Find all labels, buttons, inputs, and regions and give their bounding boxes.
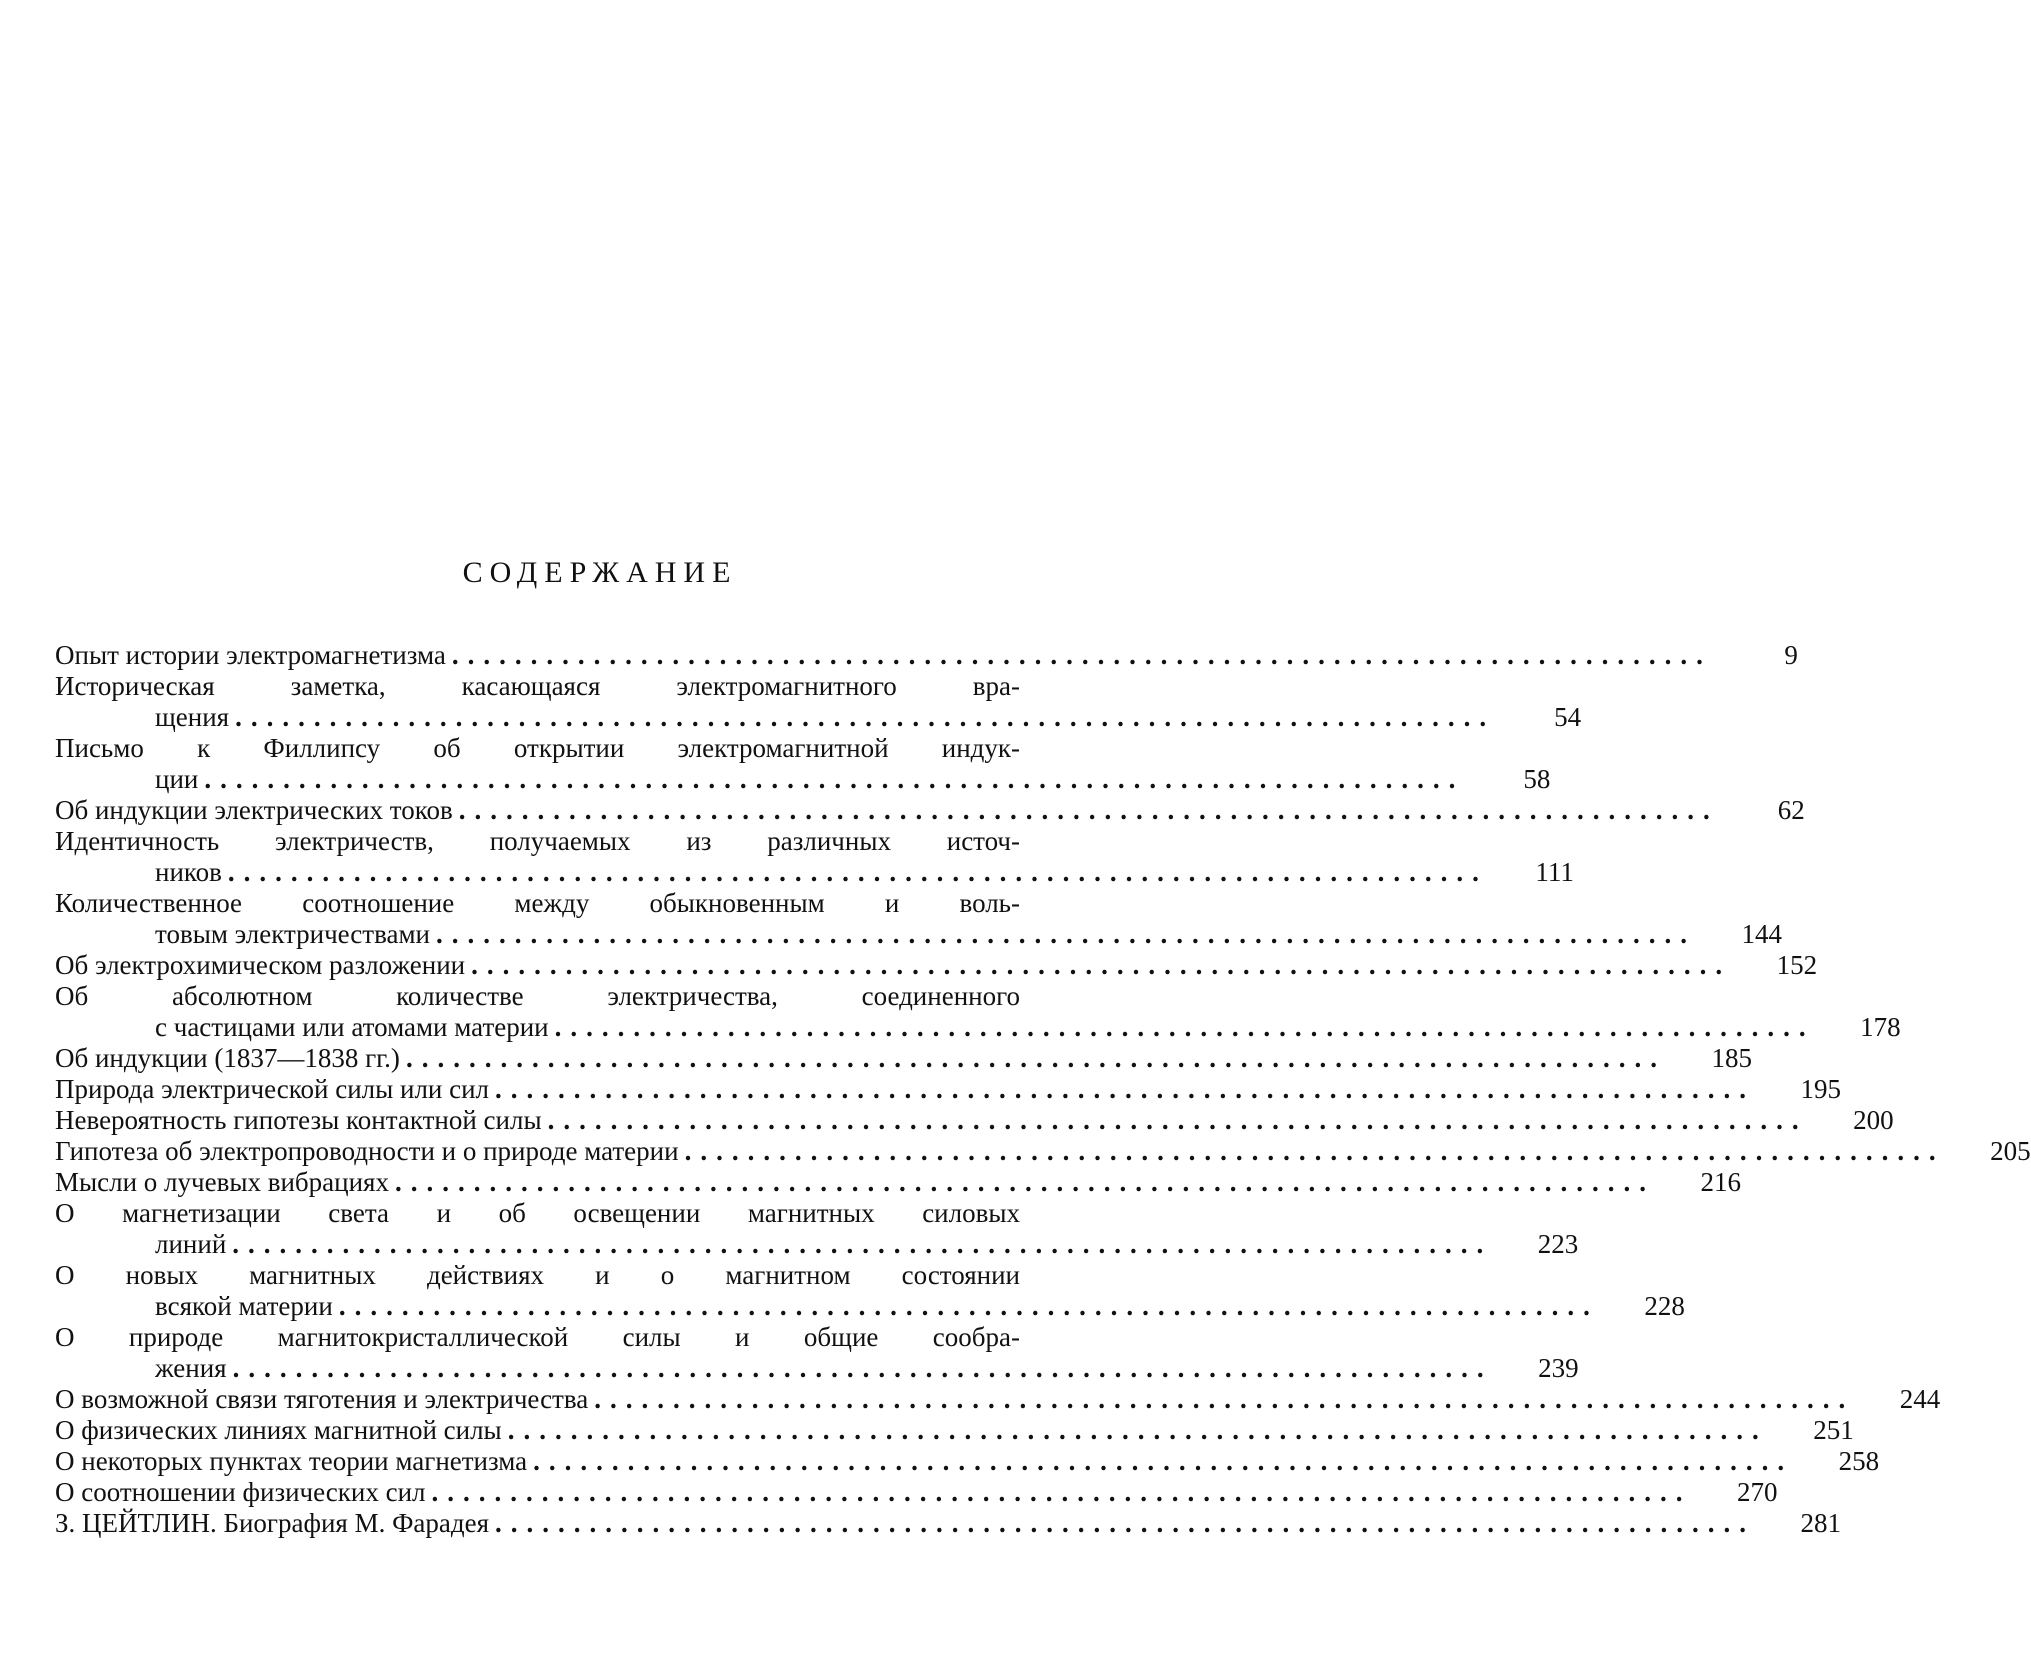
toc-entry-text: Гипотеза об электропроводности и о природе материи bbox=[55, 1136, 679, 1166]
toc-entry-text: Об индукции электрических токов bbox=[55, 795, 453, 825]
toc-page-number: 144 bbox=[1741, 919, 1782, 949]
toc-entry-text: щения bbox=[155, 702, 230, 732]
toc-entry-text: Об абсолютном количестве электричества, соединенного bbox=[55, 981, 1020, 1011]
toc-page-number: 281 bbox=[1800, 1508, 1842, 1538]
toc-entry-text: Невероятность гипотезы контактной силы bbox=[55, 1105, 542, 1135]
toc-entry-text: Идентичность электричеств, получаемых из различных источ- bbox=[55, 826, 1020, 856]
toc-entry-line bbox=[55, 857, 1574, 888]
toc-entry-text: Количественное соотношение между обыкновенным и воль- bbox=[55, 888, 1020, 918]
toc-entry-line bbox=[55, 1074, 1842, 1105]
toc-leader-dots: ................................................................................ bbox=[204, 764, 1465, 794]
toc-entry-line bbox=[55, 1353, 1579, 1384]
toc-entry bbox=[55, 1198, 1579, 1260]
toc-entry-text: Мысли о лучевых вибрациях bbox=[55, 1167, 389, 1197]
toc-leader-dots: ................................................................................ bbox=[232, 1353, 1493, 1383]
toc-entry-line bbox=[55, 795, 1805, 826]
toc-entry-line bbox=[55, 1012, 1901, 1043]
toc-page-number: 54 bbox=[1554, 702, 1582, 732]
toc-leader-dots: ................................................................................ bbox=[554, 1012, 1815, 1042]
toc-entry bbox=[55, 1167, 1741, 1198]
toc-entry-line bbox=[55, 1384, 1941, 1415]
toc-entry-line bbox=[55, 671, 1145, 702]
toc-leader-dots: ................................................................................ bbox=[594, 1384, 1855, 1414]
toc-entry bbox=[55, 826, 1574, 888]
toc-entry bbox=[55, 1136, 2031, 1167]
toc-leader-dots: ................................................................................ bbox=[684, 1136, 1945, 1166]
toc-entry-text: О возможной связи тяготения и электричества bbox=[55, 1384, 589, 1414]
toc-entry-text: О новых магнитных действиях и о магнитном состоянии bbox=[55, 1260, 1020, 1290]
toc-leader-dots: ................................................................................ bbox=[495, 1508, 1756, 1538]
toc-page-number: 200 bbox=[1853, 1105, 1894, 1135]
toc-entry bbox=[55, 1508, 1842, 1539]
toc-leader-dots: ................................................................................ bbox=[338, 1291, 1599, 1321]
toc-entry bbox=[55, 1260, 1685, 1322]
toc-entry-line bbox=[55, 702, 1582, 733]
toc-entry bbox=[55, 640, 1798, 671]
table-of-contents bbox=[55, 640, 2031, 1539]
toc-entry-line bbox=[55, 733, 1145, 764]
toc-entry bbox=[55, 1322, 1579, 1384]
toc-entry-text: товым электричествами bbox=[155, 919, 430, 949]
toc-entry-line bbox=[55, 1105, 1894, 1136]
toc-leader-dots: ................................................................................ bbox=[232, 1229, 1493, 1259]
toc-entry-line bbox=[55, 1446, 1880, 1477]
toc-leader-dots: ................................................................................ bbox=[533, 1446, 1794, 1476]
toc-page-number: 228 bbox=[1644, 1291, 1685, 1321]
toc-entry bbox=[55, 1415, 1854, 1446]
toc-leader-dots: ................................................................................ bbox=[547, 1105, 1808, 1135]
toc-leader-dots: ................................................................................ bbox=[451, 640, 1712, 670]
toc-entry-text: О природе магнитокристаллической силы и общие сообра- bbox=[55, 1322, 1020, 1352]
toc-entry bbox=[55, 981, 1901, 1043]
toc-entry bbox=[55, 950, 1818, 981]
toc-entry-text: Опыт истории электромагнетизма bbox=[55, 640, 446, 670]
toc-page-number: 152 bbox=[1776, 950, 1818, 980]
toc-page-number: 185 bbox=[1711, 1043, 1752, 1073]
toc-entry-text: Природа электрической силы или сил bbox=[55, 1074, 490, 1104]
toc-page-number: 195 bbox=[1800, 1074, 1842, 1104]
toc-leader-dots: ................................................................................ bbox=[436, 919, 1696, 949]
toc-entry-line bbox=[55, 1167, 1741, 1198]
toc-entry-line bbox=[55, 1415, 1854, 1446]
toc-page-number: 244 bbox=[1899, 1384, 1941, 1414]
toc-entry bbox=[55, 795, 1805, 826]
toc-page-number: 111 bbox=[1535, 857, 1574, 887]
toc-entry-line bbox=[55, 888, 1145, 919]
toc-leader-dots: ................................................................................ bbox=[405, 1043, 1666, 1073]
toc-entry bbox=[55, 1043, 1752, 1074]
toc-entry-text: О физических линиях магнитной силы bbox=[55, 1415, 502, 1445]
toc-page-number: 62 bbox=[1777, 795, 1805, 825]
toc-leader-dots: ................................................................................ bbox=[394, 1167, 1655, 1197]
toc-entry-line bbox=[55, 1477, 1778, 1508]
toc-page-number: 205 bbox=[1990, 1136, 2031, 1166]
toc-entry-line bbox=[55, 764, 1551, 795]
toc-entry-line bbox=[55, 1322, 1145, 1353]
toc-page-number: 258 bbox=[1838, 1446, 1880, 1476]
toc-page-number: 251 bbox=[1813, 1415, 1854, 1445]
toc-entry-line bbox=[55, 1229, 1579, 1260]
toc-entry bbox=[55, 888, 1782, 950]
toc-page-number: 178 bbox=[1860, 1012, 1901, 1042]
toc-entry-text: Об индукции (1837—1838 гг.) bbox=[55, 1043, 400, 1073]
toc-entry-line bbox=[55, 1198, 1145, 1229]
toc-entry-text: О соотношении физических сил bbox=[55, 1477, 426, 1507]
toc-entry-text: О некоторых пунктах теории магнетизма bbox=[55, 1446, 528, 1476]
toc-entry-text: З. ЦЕЙТЛИН. Биография М. Фарадея bbox=[55, 1508, 490, 1538]
toc-entry-text: линий bbox=[155, 1229, 227, 1259]
toc-entry bbox=[55, 1105, 1894, 1136]
toc-entry-line bbox=[55, 1136, 2031, 1167]
toc-entry-text: О магнетизации света и об освещении магнитных силовых bbox=[55, 1198, 1020, 1228]
toc-entry-line bbox=[55, 950, 1818, 981]
toc-entry-text: с частицами или атомами материи bbox=[155, 1012, 549, 1042]
toc-page-number: 223 bbox=[1537, 1229, 1579, 1259]
toc-entry-line bbox=[55, 1291, 1685, 1322]
toc-entry-text: Письмо к Филлипсу об открытии электромагнитной индук- bbox=[55, 733, 1020, 763]
toc-page-number: 9 bbox=[1784, 640, 1798, 670]
page-title: СОДЕРЖАНИЕ bbox=[462, 556, 738, 589]
toc-entry-text: Об электрохимическом разложении bbox=[55, 950, 466, 980]
toc-entry bbox=[55, 671, 1582, 733]
toc-leader-dots: ................................................................................ bbox=[458, 795, 1719, 825]
toc-entry-line bbox=[55, 981, 1145, 1012]
toc-entry-line bbox=[55, 1043, 1752, 1074]
toc-entry-text: ции bbox=[155, 764, 199, 794]
toc-leader-dots: ................................................................................ bbox=[495, 1074, 1756, 1104]
toc-page-number: 58 bbox=[1523, 764, 1551, 794]
toc-page-number: 270 bbox=[1737, 1477, 1778, 1507]
toc-entry bbox=[55, 1074, 1842, 1105]
toc-entry-line bbox=[55, 919, 1782, 950]
toc-leader-dots: ................................................................................ bbox=[507, 1415, 1768, 1445]
toc-entry-line bbox=[55, 640, 1798, 671]
toc-entry bbox=[55, 733, 1551, 795]
toc-entry bbox=[55, 1384, 1941, 1415]
toc-entry-text: всякой материи bbox=[155, 1291, 333, 1321]
toc-entry-line bbox=[55, 1508, 1842, 1539]
toc-page-number: 239 bbox=[1538, 1353, 1579, 1383]
toc-entry-text: Историческая заметка, касающаяся электромагнитного вра- bbox=[55, 671, 1020, 701]
toc-page-number: 216 bbox=[1700, 1167, 1741, 1197]
toc-entry-line bbox=[55, 1260, 1145, 1291]
toc-leader-dots: ................................................................................ bbox=[235, 702, 1496, 732]
toc-leader-dots: ................................................................................ bbox=[471, 950, 1732, 980]
toc-entry bbox=[55, 1477, 1778, 1508]
toc-leader-dots: ................................................................................ bbox=[227, 857, 1488, 887]
toc-leader-dots: ................................................................................ bbox=[431, 1477, 1692, 1507]
toc-entry bbox=[55, 1446, 1880, 1477]
toc-entry-text: жения bbox=[155, 1353, 227, 1383]
toc-entry-text: ников bbox=[155, 857, 222, 887]
toc-entry-line bbox=[55, 826, 1145, 857]
